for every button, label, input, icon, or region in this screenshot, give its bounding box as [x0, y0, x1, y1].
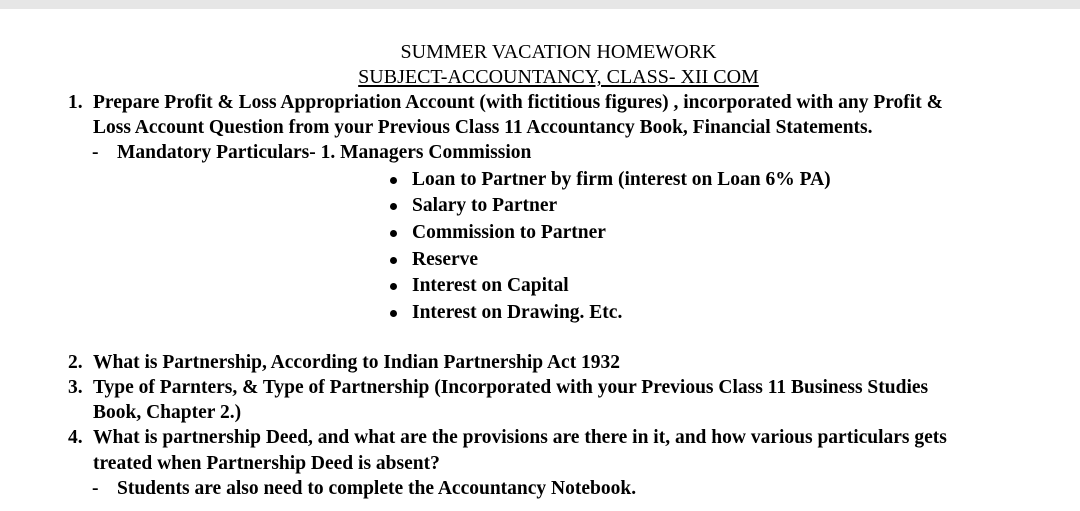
bullet-dot [390, 283, 397, 290]
page-subtitle: SUBJECT-ACCOUNTANCY, CLASS- XII COM [358, 66, 759, 88]
item-1-number: 1. [68, 92, 83, 113]
item-3-line-1: Type of Parnters, & Type of Partnership (Incorporated with your Previous Class 11 Business Studies [93, 377, 929, 398]
bullet-dot [390, 310, 397, 317]
page-title: SUMMER VACATION HOMEWORK [400, 41, 717, 63]
item-4-line-1: What is partnership Deed, and what are the provisions are there in it, and how various particulars gets [93, 427, 947, 448]
item-4-number: 4. [68, 427, 83, 448]
item-4-line-2: treated when Partnership Deed is absent? [93, 453, 440, 474]
bullet-item: Interest on Drawing. Etc. [412, 302, 623, 323]
bullet-item: Reserve [412, 249, 479, 270]
bullet-item: Salary to Partner [412, 195, 558, 216]
item-3-number: 3. [68, 377, 83, 398]
bullet-dot [390, 177, 397, 184]
bullet-dot [390, 257, 397, 264]
item-2-number: 2. [68, 352, 83, 373]
item-3-line-2: Book, Chapter 2.) [93, 402, 242, 423]
bullet-dot [390, 203, 397, 210]
item-1-dash: - [92, 142, 99, 163]
bullet-item: Commission to Partner [412, 222, 606, 243]
bullet-item: Interest on Capital [412, 275, 569, 296]
item-2-line-1: What is Partnership, According to Indian Partnership Act 1932 [93, 352, 621, 373]
item-4-notebook-note: Students are also need to complete the Accountancy Notebook. [117, 478, 637, 499]
item-1-mandatory-note: Mandatory Particulars- 1. Managers Commission [117, 142, 532, 163]
item-4-dash: - [92, 478, 99, 499]
bullet-dot [390, 230, 397, 237]
item-1-line-1: Prepare Profit & Loss Appropriation Account (with fictitious figures) , incorporated with any Profit & [93, 92, 943, 113]
bullet-item: Loan to Partner by firm (interest on Loan 6% PA) [412, 169, 831, 190]
item-1-line-2: Loss Account Question from your Previous Class 11 Accountancy Book, Financial Statements. [93, 117, 873, 138]
